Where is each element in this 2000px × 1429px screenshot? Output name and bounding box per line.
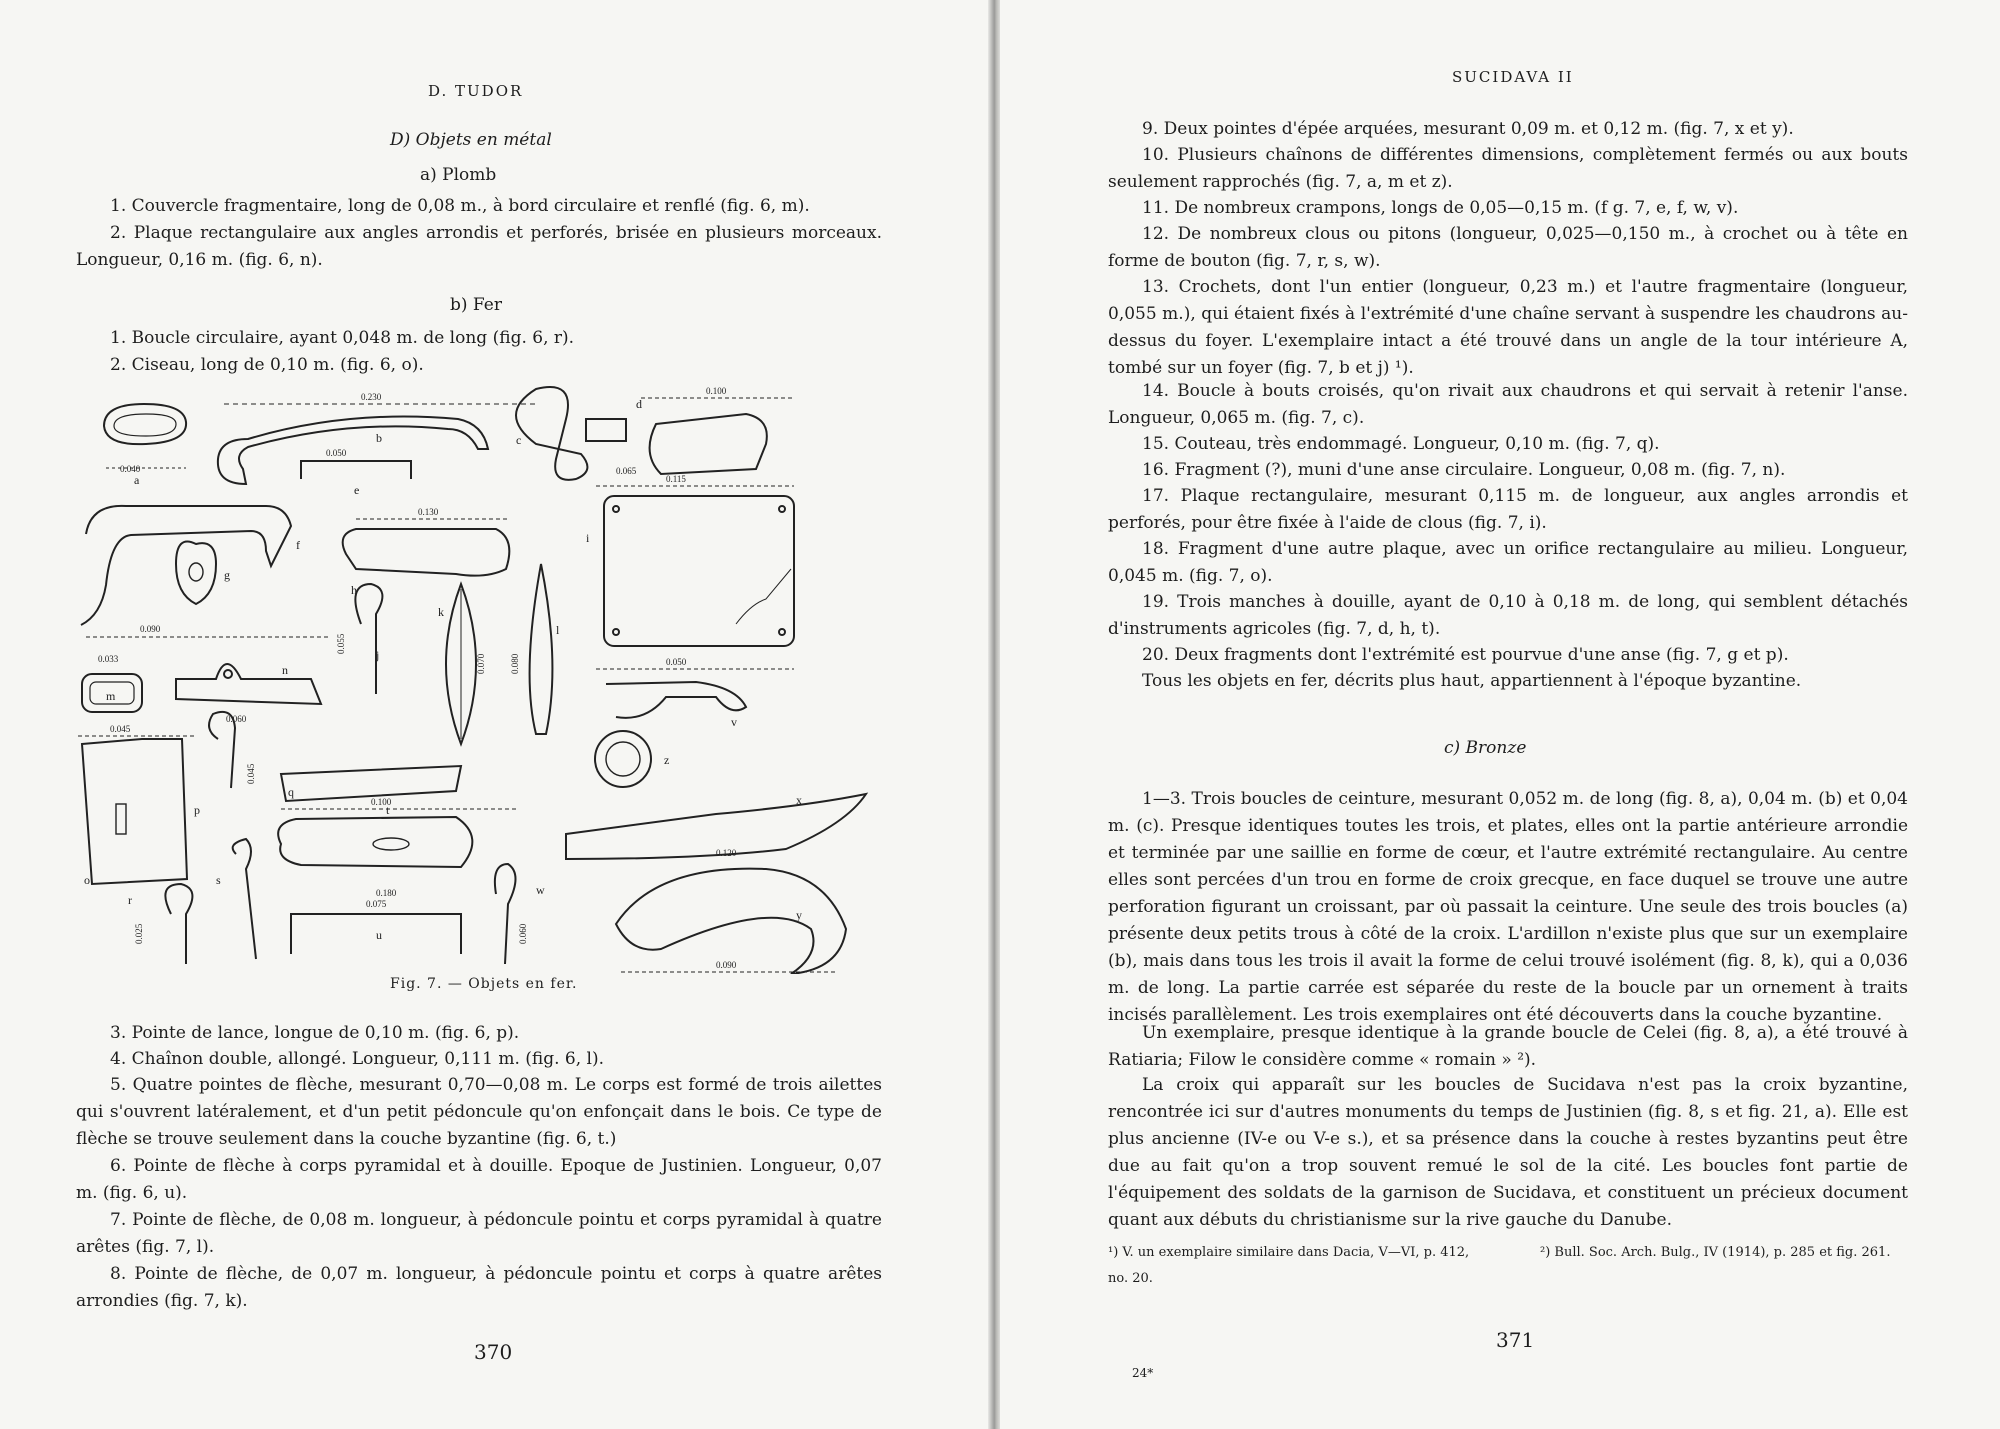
dim-u: 0.075 <box>366 899 387 909</box>
label-y: y <box>796 908 802 922</box>
fer-item-19: 19. Trois manches à douille, ayant de 0,10 à 0,18 m. de long, qui semblent détachés d'instruments agricoles (fig. 7, d, h, t). <box>1108 592 1908 639</box>
figure-caption: Fig. 7. — Objets en fer. <box>390 976 578 992</box>
right-page <box>1000 0 2000 1429</box>
object-v <box>606 682 746 718</box>
fer-item-11: 11. De nombreux crampons, longs de 0,05—0,15 m. (f g. 7, e, f, w, v). <box>1142 198 1739 218</box>
object-o <box>82 739 187 884</box>
figure-7-iron-objects <box>76 384 882 974</box>
dim-d: 0.100 <box>706 386 727 396</box>
object-e <box>301 461 411 479</box>
label-j: j <box>376 648 380 662</box>
fer-item-14: 14. Boucle à bouts croisés, qu'on rivait aux chaudrons et qui servait à retenir l'anse. Longueur, 0,065 m. (fig. 7, c). <box>1108 381 1908 428</box>
object-c <box>516 387 587 480</box>
label-x: x <box>796 793 802 807</box>
label-a: a <box>134 473 140 487</box>
section-title: D) Objets en métal <box>390 130 552 150</box>
subsection-bronze: c) Bronze <box>1444 738 1527 758</box>
label-c: c <box>516 433 522 447</box>
fer-item-8: 8. Pointe de flèche, de 0,07 m. longueur, à pédoncule pointu et corps à quatre arêtes arrondies (fig. 7, k). <box>76 1264 882 1311</box>
label-b: b <box>376 431 382 445</box>
object-b <box>218 417 488 485</box>
dim-f: 0.090 <box>140 624 161 634</box>
footnote-1: ¹) V. un exemplaire similaire dans Dacia, V—VI, p. 412, no. 20. <box>1108 1245 1470 1286</box>
bronze-para-3: La croix qui apparaît sur les boucles de Sucidava n'est pas la croix byzantine, rencontrée ici sur d'autres monuments du temps de Justinien (fig. 8, s et fig. 21, a). Elle est plus ancienne (IV-e ou V-e s.), et sa présence dans la couche à restes byzantins peut être due au fait qu'on a trop souvent remué le sol de la cité. Les boucles font partie de l'équipement des soldats de la garnison de Sucidava, et constituent un précieux document quant aux débuts du christianisme sur la rive gauche du Danube. <box>1108 1075 1908 1230</box>
object-n <box>176 664 321 704</box>
dim-j: 0.055 <box>336 633 346 654</box>
fer-item-1: 1. Boucle circulaire, ayant 0,048 m. de long (fig. 6, r). <box>110 328 575 348</box>
label-o: o <box>84 873 90 887</box>
label-r: r <box>128 893 132 907</box>
label-e: e <box>354 483 360 497</box>
object-d <box>650 414 767 474</box>
dim-v: 0.050 <box>666 657 687 667</box>
fer-summary: Tous les objets en fer, décrits plus haut, appartiennent à l'époque byzantine. <box>1142 671 1802 691</box>
label-t: t <box>386 803 390 817</box>
object-y <box>616 869 846 974</box>
object-r <box>165 884 192 964</box>
label-z: z <box>664 753 670 767</box>
dim-w: 0.060 <box>518 923 528 944</box>
plomb-item-2: 2. Plaque rectangulaire aux angles arrondis et perforés, brisée en plusieurs morceaux. Longueur, 0,16 m. (fig. 6, n). <box>76 223 882 270</box>
label-q: q <box>288 785 294 799</box>
fer-item-12: 12. De nombreux clous ou pitons (longueur, 0,025—0,150 m., à crochet ou à tête en forme de bouton (fig. 7, r, s, w). <box>1108 224 1908 271</box>
fer-item-3: 3. Pointe de lance, longue de 0,10 m. (fig. 6, p). <box>110 1023 520 1043</box>
subsection-fer: b) Fer <box>450 295 502 315</box>
fer-item-15: 15. Couteau, très endommagé. Longueur, 0,10 m. (fig. 7, q). <box>1142 434 1660 454</box>
running-head-left: D. TUDOR <box>428 82 524 100</box>
label-k: k <box>438 605 444 619</box>
label-v: v <box>731 715 737 729</box>
dim-l: 0.080 <box>510 653 520 674</box>
fer-item-17: 17. Plaque rectangulaire, mesurant 0,115 m. de longueur, aux angles arrondis et perforés, pour être fixée à l'aide de clous (fig. 7, i). <box>1108 486 1908 533</box>
bronze-para-2: Un exemplaire, presque identique à la grande boucle de Celei (fig. 8, a), a été trouvé à Ratiaria; Filow le considère comme « romain » ²). <box>1108 1023 1908 1070</box>
fer-item-20: 20. Deux fragments dont l'extrémité est pourvue d'une anse (fig. 7, g et p). <box>1142 645 1789 665</box>
object-z <box>595 731 651 787</box>
fer-item-13: 13. Crochets, dont l'un entier (longueur, 0,23 m.) et l'autre fragmentaire (longueur, 0,055 m.), qui étaient fixés à l'extrémité d'une chaîne servant à suspendre les chaudrons au-dessus du foyer. L'exemplaire intact a été trouvé dans un angle de la tour intérieure A, tombé sur un foyer (fig. 7, b et j) ¹). <box>1108 277 1908 378</box>
label-n: n <box>282 663 288 677</box>
label-w: w <box>536 883 545 897</box>
running-head-right: SUCIDAVA II <box>1452 68 1574 86</box>
label-g: g <box>224 568 230 582</box>
dim-o: 0.045 <box>110 724 131 734</box>
object-l <box>530 564 553 734</box>
bronze-item-1-3: 1—3. Trois boucles de ceinture, mesurant 0,052 m. de long (fig. 8, a), 0,04 m. (b) et 0,04 m. (c). Presque identiques toutes les trois, et plates, elles ont la partie antérieure arrondie et terminée par une saillie en forme de cœur, et l'autre extrémité rectangulaire. Au centre elles sont percées d'un trou en forme de croix grecque, en face duquel se trouve une autre perforation figurant un croissant, par où passait la ceinture. Une seule des trois boucles (a) présente deux petits trous à côté de la croix. L'ardillon n'existe plus que sur un exemplaire (b), mais dans tous les trois il avait la forme de celui trouvé isolément (fig. 8, k), qui a 0,036 m. de long. La partie carrée est séparée du reste de la boucle par un ornement à traits incisés parallèlement. Les trois exemplaires ont été découverts dans la couche byzantine. <box>1108 789 1908 1025</box>
object-h <box>343 529 510 576</box>
fer-item-4: 4. Chaînon double, allongé. Longueur, 0,111 m. (fig. 6, l). <box>110 1049 605 1069</box>
dim-t: 0.180 <box>376 888 397 898</box>
object-w <box>495 864 516 964</box>
fer-item-7: 7. Pointe de flèche, de 0,08 m. longueur, à pédoncule pointu et corps pyramidal à quatre arêtes (fig. 7, l). <box>76 1210 882 1257</box>
dim-b: 0.230 <box>361 392 382 402</box>
page-number-left: 370 <box>474 1340 513 1364</box>
dim-i: 0.115 <box>666 474 686 484</box>
label-h: h <box>351 583 357 597</box>
object-f <box>81 506 291 625</box>
label-l: l <box>556 623 560 637</box>
dim-p: 0.045 <box>246 763 256 784</box>
fer-item-10: 10. Plusieurs chaînons de différentes dimensions, complètement fermés ou aux bouts seulement rapprochés (fig. 7, a, m et z). <box>1108 145 1908 192</box>
fer-item-18: 18. Fragment d'une autre plaque, avec un orifice rectangulaire au milieu. Longueur, 0,045 m. (fig. 7, o). <box>1108 539 1908 586</box>
footnote-2: ²) Bull. Soc. Arch. Bulg., IV (1914), p. 285 et fig. 261. <box>1540 1245 1891 1260</box>
object-t <box>278 817 472 867</box>
dim-x: 0.120 <box>716 848 737 858</box>
dim-c: 0.065 <box>616 466 637 476</box>
object-j <box>355 584 382 694</box>
label-d: d <box>636 397 642 411</box>
label-m: m <box>106 689 116 703</box>
plomb-item-1: 1. Couvercle fragmentaire, long de 0,08 m., à bord circulaire et renflé (fig. 6, m). <box>110 196 810 216</box>
object-g <box>176 542 216 605</box>
dim-h: 0.130 <box>418 507 439 517</box>
label-p: p <box>194 803 200 817</box>
dim-r: 0.025 <box>134 923 144 944</box>
object-a <box>104 404 186 444</box>
fer-item-5: 5. Quatre pointes de flèche, mesurant 0,70—0,08 m. Le corps est formé de trois ailettes qui s'ouvrent latéralement, et d'un petit pédoncule qu'on enfonçait dans le bois. Ce type de flèche se trouve seulement dans la couche byzantine (fig. 6, t.) <box>76 1075 882 1149</box>
dim-q: 0.100 <box>371 797 392 807</box>
fer-item-2: 2. Ciseau, long de 0,10 m. (fig. 6, o). <box>110 355 424 375</box>
fer-item-6: 6. Pointe de flèche à corps pyramidal et à douille. Epoque de Justinien. Longueur, 0,07 m. (fig. 6, u). <box>76 1156 882 1203</box>
label-f: f <box>296 538 300 552</box>
fer-item-16: 16. Fragment (?), muni d'une anse circulaire. Longueur, 0,08 m. (fig. 7, n). <box>1142 460 1786 480</box>
object-i <box>604 496 794 646</box>
dim-a: 0.040 <box>120 464 141 474</box>
label-u: u <box>376 928 382 942</box>
dim-e: 0.050 <box>326 448 347 458</box>
object-s <box>233 839 256 959</box>
page-number-right: 371 <box>1496 1328 1535 1352</box>
dim-m: 0.033 <box>98 654 119 664</box>
object-q <box>281 766 461 801</box>
label-s: s <box>216 873 221 887</box>
fer-item-9: 9. Deux pointes d'épée arquées, mesurant 0,09 m. et 0,12 m. (fig. 7, x et y). <box>1142 119 1794 139</box>
object-c-rivet <box>586 419 626 441</box>
signature-mark: 24* <box>1132 1366 1154 1380</box>
dim-n: 0.060 <box>226 714 247 724</box>
dim-y: 0.090 <box>716 960 737 970</box>
left-page <box>0 0 990 1429</box>
subsection-plomb: a) Plomb <box>420 165 497 185</box>
dim-k: 0.070 <box>476 653 486 674</box>
label-i: i <box>586 531 590 545</box>
